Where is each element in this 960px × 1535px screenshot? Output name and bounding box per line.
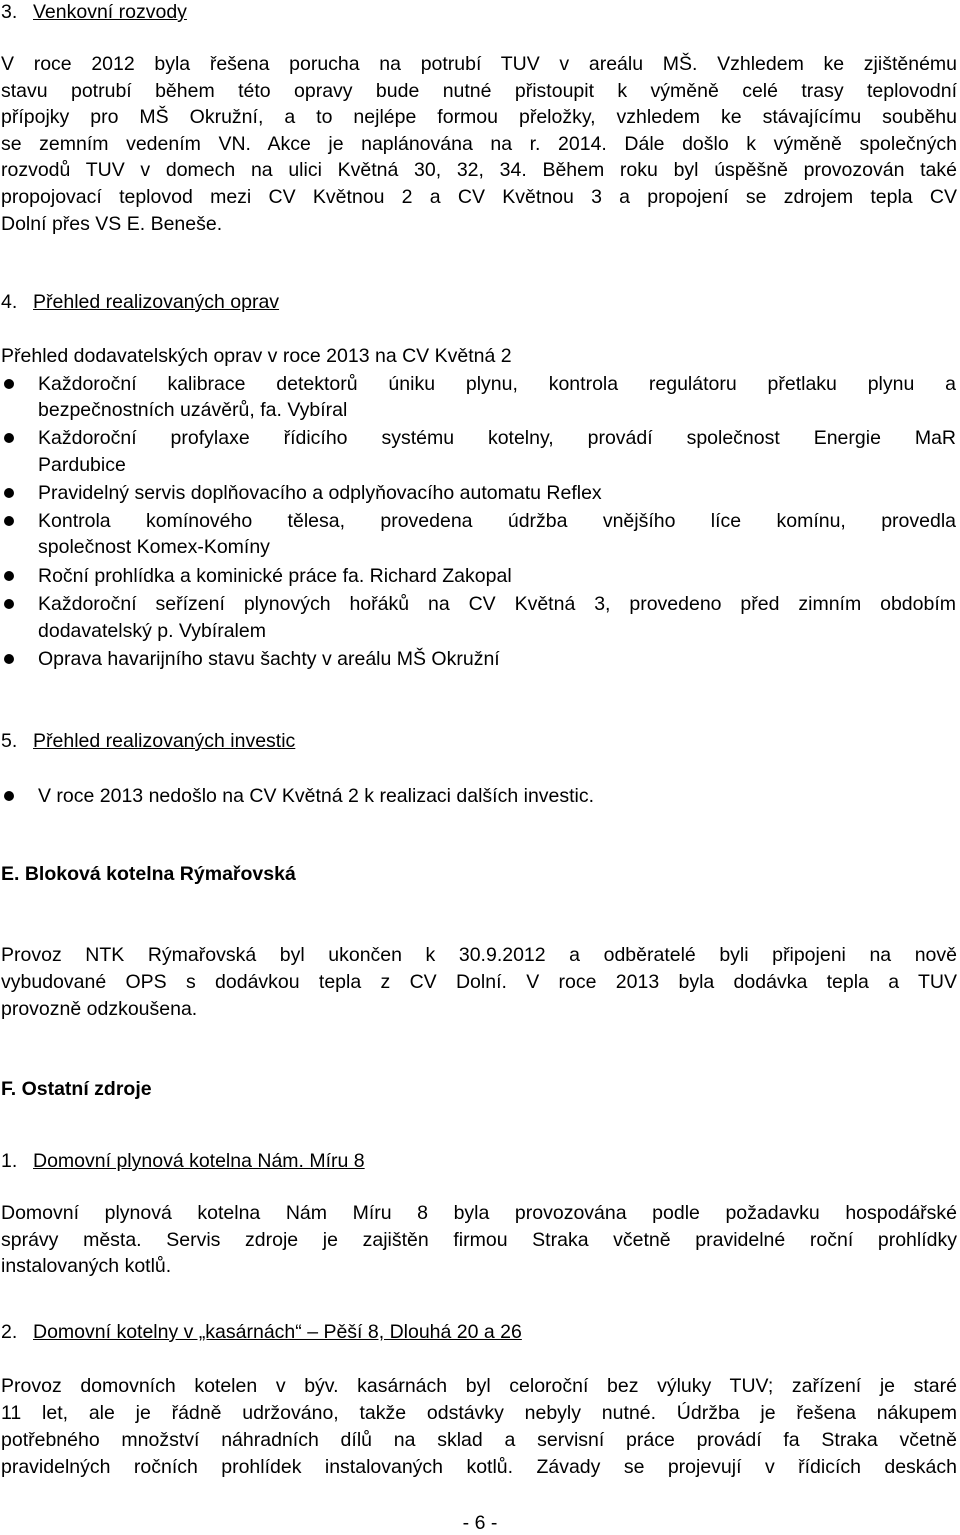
- section-number: 3.: [1, 1, 18, 23]
- chapter-f-heading: F. Ostatní zdroje: [1, 1078, 152, 1100]
- paragraph-line: správy města. Servis zdroje je zajištěn firmou Straka včetně pravidelné roční prohlídky: [1, 1229, 957, 1251]
- page-number: - 6 -: [462, 1512, 498, 1534]
- paragraph-line: Provoz NTK Rýmařovská byl ukončen k 30.9.2012 a odběratelé byli připojeni na nově: [1, 944, 957, 966]
- section-number: 4.: [1, 291, 18, 313]
- list-item: V roce 2013 nedošlo na CV Květná 2 k realizaci dalších investic.: [38, 785, 595, 807]
- paragraph-line: 11 let, ale je řádně udržováno, takže odstávky nebyly nutné. Údržba je řešena nákupem: [1, 1402, 957, 1424]
- paragraph-line: V roce 2012 byla řešena porucha na potrubí TUV v areálu MŠ. Vzhledem ke zjištěnému: [1, 53, 957, 75]
- section-4-heading: [1, 290, 279, 314]
- paragraph-line: Provoz domovních kotelen v býv. kasárnách byl celoroční bez výluky TUV; zařízení je staré: [1, 1375, 957, 1397]
- paragraph-line: stavu potrubí během této opravy bude nutné přistoupit k výměně celé trasy teplovodní: [1, 80, 957, 102]
- section-number: 1.: [1, 1150, 18, 1172]
- paragraph-line: pravidelných ročních prohlídek instalovaných kotlů. Závady se projevují v řídicích deskách: [1, 1456, 957, 1478]
- paragraph-line: Domovní plynová kotelna Nám Míru 8 byla provozována podle požadavku hospodářské: [1, 1202, 957, 1224]
- section-title: Přehled realizovaných investic: [33, 730, 296, 752]
- paragraph-line: provozně odzkoušena.: [1, 998, 198, 1020]
- bullet-icon: [4, 516, 14, 526]
- list-item: Roční prohlídka a kominické práce fa. Richard Zakopal: [38, 565, 512, 587]
- list-item-cont: bezpečnostních uzávěrů, fa. Vybíral: [38, 399, 348, 421]
- bullet-icon: [4, 488, 14, 498]
- subsection-1-heading: [1, 1149, 365, 1173]
- section-title: Venkovní rozvody: [33, 1, 187, 23]
- list-item: Každoroční profylaxe řídicího systému kotelny, provádí společnost Energie MaR: [38, 427, 956, 449]
- section-number: 2.: [1, 1321, 18, 1343]
- bullet-icon: [4, 599, 14, 609]
- list-item: Oprava havarijního stavu šachty v areálu MŠ Okružní: [38, 648, 500, 670]
- section-number: 5.: [1, 730, 18, 752]
- list-item: Pravidelný servis doplňovacího a odplyňovacího automatu Reflex: [38, 482, 602, 504]
- paragraph-line: potřebného množství náhradních dílů na sklad a servisní práce provádí fa Straka včetně: [1, 1429, 957, 1451]
- paragraph-line: přípojky pro MŠ Okružní, a to nejlépe formou přeložky, vzhledem ke stávajícímu souběhu: [1, 106, 957, 128]
- bullet-icon: [4, 791, 14, 801]
- paragraph-line: propojovací teplovod mezi CV Květnou 2 a CV Květnou 3 a propojení se zdrojem tepla CV: [1, 186, 957, 208]
- bullet-icon: [4, 433, 14, 443]
- paragraph-line: vybudované OPS s dodávkou tepla z CV Dolní. V roce 2013 byla dodávka tepla a TUV: [1, 971, 957, 993]
- list-item-cont: dodavatelský p. Vybíralem: [38, 620, 266, 642]
- chapter-e-heading: E. Bloková kotelna Rýmařovská: [1, 863, 296, 885]
- section-5-heading: [1, 729, 295, 753]
- subsection-2-heading: [1, 1320, 522, 1344]
- list-item: Kontrola komínového tělesa, provedena údržba vnějšího líce komínu, provedla: [38, 510, 956, 532]
- section-3-heading: [1, 0, 187, 24]
- section-title: Přehled realizovaných oprav: [33, 291, 280, 313]
- section-title: Domovní plynová kotelna Nám. Míru 8: [33, 1150, 365, 1172]
- list-item-cont: společnost Komex-Komíny: [38, 536, 270, 558]
- paragraph-line: rozvodů TUV v domech na ulici Květná 30, 32, 34. Během roku byl úspěšně provozován také: [1, 159, 957, 181]
- paragraph-line: instalovaných kotlů.: [1, 1255, 172, 1277]
- bullet-icon: [4, 654, 14, 664]
- bullet-icon: [4, 379, 14, 389]
- list-item: Každoroční seřízení plynových hořáků na CV Květná 3, provedeno před zimním obdobím: [38, 593, 956, 615]
- section-title: Domovní kotelny v „kasárnách“ – Pěší 8, Dlouhá 20 a 26: [33, 1321, 522, 1343]
- list-item: Každoroční kalibrace detektorů úniku plynu, kontrola regulátoru přetlaku plynu a: [38, 373, 956, 395]
- paragraph-line: se zemním vedením VN. Akce je naplánována na r. 2014. Dále došlo k výměně společných: [1, 133, 957, 155]
- bullet-icon: [4, 571, 14, 581]
- list-item-cont: Pardubice: [38, 454, 126, 476]
- paragraph-line: Dolní přes VS E. Beneše.: [1, 213, 223, 235]
- list-intro: Přehled dodavatelských oprav v roce 2013 na CV Květná 2: [1, 345, 512, 367]
